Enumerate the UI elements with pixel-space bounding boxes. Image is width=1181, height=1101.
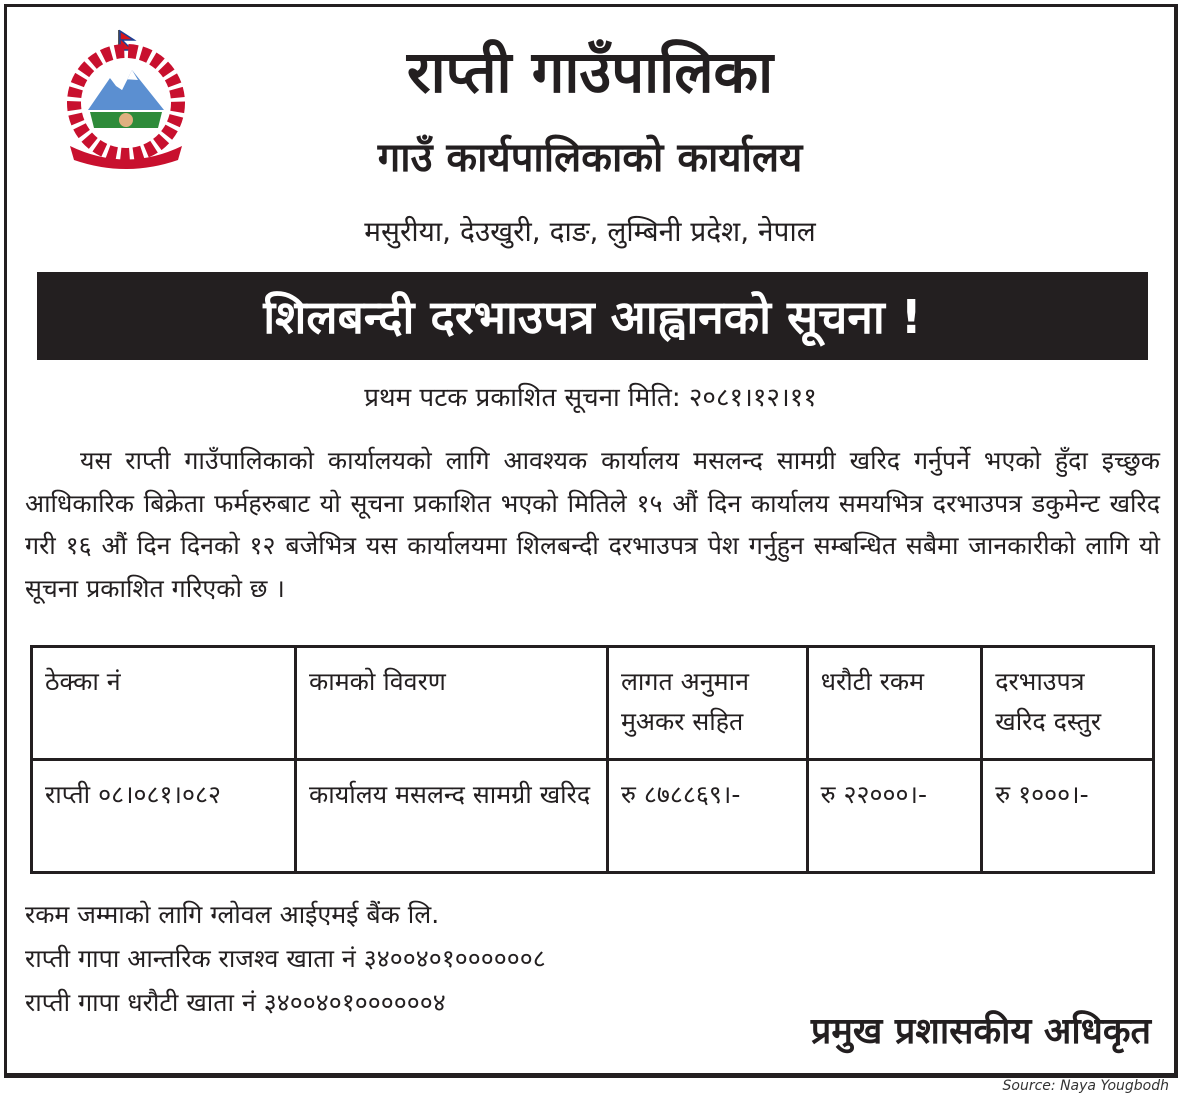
notice-banner: [37, 272, 1148, 360]
source-credit: Source: Naya Yougbodh: [1002, 1078, 1169, 1094]
revenue-account: राप्ती गापा आन्तरिक राजश्व खाता नं ३४००४०१००००००८: [25, 944, 546, 973]
table-row: [32, 760, 1154, 873]
nepal-emblem-logo: [60, 28, 192, 173]
signatory: प्रमुख प्रशासकीय अधिकृत: [810, 1011, 1151, 1052]
header-deposit-amount: धरौटी रकम: [807, 647, 982, 760]
deposit-account: राप्ती गापा धरौटी खाता नं ३४००४०१००००००४: [25, 988, 446, 1017]
notice-body: यस राप्ती गाउँपालिकाको कार्यालयको लागि आवश्यक कार्यालय मसलन्द सामग्री खरिद गर्नुपर्ने भएको हुँदा इच्छुक आधिकारिक बिक्रेता फर्महरुबाट यो सूचना प्रकाशित भएको मितिले १५ औं दिन कार्यालय समयभित्र दरभाउपत्र डकुमेन्ट खरिद गरी १६ औं दिन दिनको १२ बजेभित्र यस कार्यालयमा शिलबन्दी दरभाउपत्र पेश गर्नुहुन सम्बन्धित सबैमा जानकारीको लागि यो सूचना प्रकाशित गरिएको छ ।: [25, 446, 1160, 603]
header-contract-no: ठेक्का नं: [32, 647, 296, 760]
office-address: मसुरीया, देउखुरी, दाङ, लुम्बिनी प्रदेश, नेपाल: [364, 215, 816, 248]
tender-table: [30, 645, 1155, 874]
municipality-title: राप्ती गाउँपालिका: [406, 38, 774, 106]
cell-work-description: कार्यालय मसलन्द सामग्री खरिद: [296, 760, 608, 873]
notice-heading: शिलबन्दी दरभाउपत्र आह्वानको सूचना !: [263, 290, 922, 344]
cell-deposit-amount: रु २२०००।-: [807, 760, 982, 873]
header-cost-estimate: लागत अनुमान मुअकर सहित: [607, 647, 807, 760]
cell-bid-fee: रु १०००।-: [982, 760, 1154, 873]
header-bid-fee: दरभाउपत्र खरिद दस्तुर: [982, 647, 1154, 760]
office-subtitle: गाउँ कार्यपालिकाको कार्यालय: [377, 135, 803, 181]
bank-info: रकम जम्माको लागि ग्लोवल आईएमई बैंक लि.: [25, 900, 440, 929]
cell-contract-no: राप्ती ०८।०८१।०८२: [32, 760, 296, 873]
cell-cost-estimate: रु ८७८८६९।-: [607, 760, 807, 873]
publish-date: प्रथम पटक प्रकाशित सूचना मिति: २०८१।१२।११: [364, 383, 817, 413]
table-header-row: [32, 647, 1154, 760]
header-work-description: कामको विवरण: [296, 647, 608, 760]
